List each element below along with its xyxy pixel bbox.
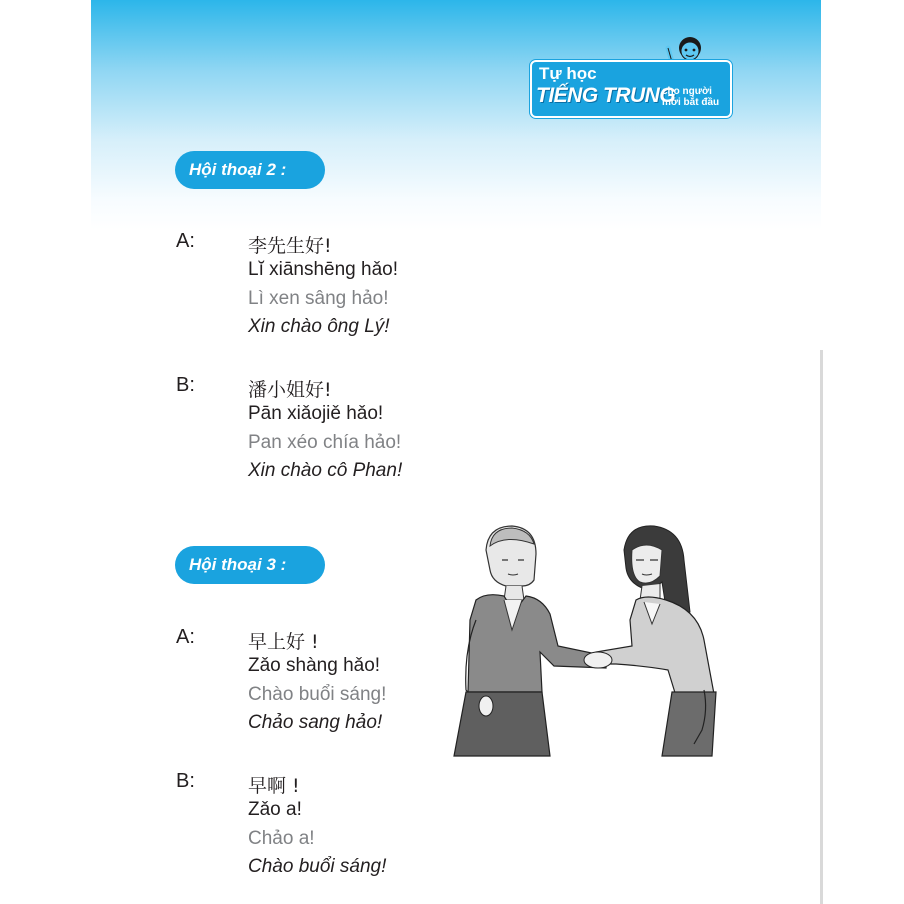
pinyin-line: Zǎo shàng hǎo! [248, 655, 381, 676]
logo-line1: Tự học [539, 64, 597, 83]
pinyin-line: Zǎo a! [248, 799, 302, 820]
speaker-label: B: [176, 374, 195, 396]
hanzi-line: 早上好 ! [248, 631, 319, 653]
logo-line3b: mới bắt đầu [662, 97, 720, 108]
handshake-illustration [446, 520, 722, 760]
hanzi-line: 潘小姐好! [248, 379, 332, 401]
meaning-line: Xin chào ông Lý! [248, 316, 390, 337]
logo-line2: TIẾNG TRUNG [536, 84, 676, 107]
pinyin-line: Pān xiǎojiě hǎo! [248, 403, 384, 424]
meaning-line: Chảo sang hảo! [248, 712, 383, 733]
speaker-label: A: [176, 626, 195, 648]
hanzi-line: 早啊 ! [248, 775, 300, 797]
phonetic-line: Lì xen sâng hảo! [248, 288, 389, 309]
speaker-label: A: [176, 230, 195, 252]
section-title-dialogue-2: Hội thoại 2 : [175, 151, 325, 189]
meaning-line: Chào buổi sáng! [248, 856, 387, 877]
section-title-dialogue-3: Hội thoại 3 : [175, 546, 325, 584]
logo-line3a: cho người [662, 86, 712, 97]
phonetic-line: Chào buổi sáng! [248, 684, 387, 705]
logo-badge [530, 60, 732, 118]
meaning-line: Xin chào cô Phan! [248, 460, 403, 481]
phonetic-line: Pan xéo chía hảo! [248, 432, 402, 453]
page [91, 0, 821, 904]
page-edge-rule [820, 350, 823, 904]
speaker-label: B: [176, 770, 195, 792]
logo-line3 [662, 86, 728, 108]
phonetic-line: Chảo a! [248, 828, 315, 849]
hanzi-line: 李先生好! [248, 235, 332, 257]
book-logo [530, 34, 730, 116]
pinyin-line: Lĭ xiānshēng hǎo! [248, 259, 399, 280]
